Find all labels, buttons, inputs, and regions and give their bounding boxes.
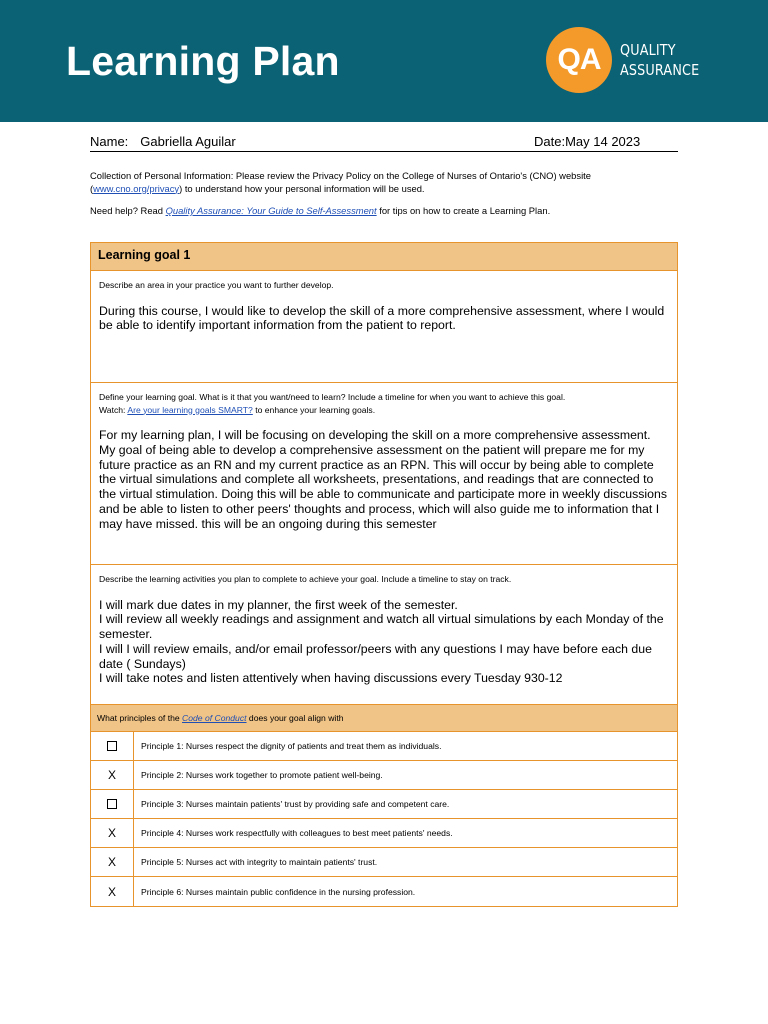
qa-logo-text [620, 40, 699, 80]
smart-goals-link[interactable]: Are your learning goals SMART? [127, 404, 253, 415]
principle-row [91, 877, 677, 906]
page-header [0, 0, 768, 122]
activities-section [91, 565, 677, 705]
learning-goal-answer[interactable]: For my learning plan, I will be focusing on developing the skill on a more comprehensive assessment. My goal of being able to develop a comprehensive assessment on the patient will prepare me for my future practice as an RN and my current practice as an RPN. This will occur by being able to complete the virtual simulations and complete all worksheets, presentations, and readings that are connected to the virtual stimulation. Doing this will be able to communicate and participate more in weekly discussions and be able to listen to other peers' thoughts and process, which will also guide me to information that I may have missed. this will be an ongoing during this semester [99, 428, 667, 531]
date-label: Date: [534, 134, 566, 149]
privacy-text-after: ) to understand how your personal information will be used. [179, 182, 425, 194]
date-field[interactable] [534, 134, 640, 149]
principle-5-checkbox[interactable]: X [91, 848, 134, 876]
watch-text-after: to enhance your learning goals. [252, 404, 376, 415]
checkbox-empty-icon [107, 741, 117, 751]
learning-goal-prompt [99, 391, 669, 416]
qa-logo-line1: QUALITY [620, 41, 676, 59]
principle-text: Principle 5: Nurses act with integrity to maintain patients' trust. [141, 857, 378, 867]
principle-4-checkbox[interactable]: X [91, 819, 134, 847]
learning-goal-table [90, 242, 678, 907]
help-text: Need help? Read [90, 205, 166, 216]
learning-goal-section [91, 383, 677, 565]
principles-prompt: What principles of the [97, 713, 183, 723]
privacy-link[interactable]: www.cno.org/privacy [93, 182, 180, 194]
principle-row [91, 732, 677, 761]
watch-label: Watch: [99, 404, 128, 415]
name-date-line [90, 134, 678, 152]
privacy-notice [90, 170, 680, 195]
page-title: Learning Plan [66, 38, 340, 84]
activity-line: I will I will review emails, and/or email professor/peers with any questions I may have before each due date ( Sundays) [99, 641, 652, 671]
principle-text: Principle 4: Nurses work respectfully with colleagues to best meet patients' needs. [141, 828, 453, 838]
principles-header [91, 705, 677, 732]
practice-area-answer[interactable]: During this course, I would like to develop the skill of a more comprehensive assessment, where I would be able to identify important information from the patient to report. [99, 303, 665, 333]
checkbox-empty-icon [107, 799, 117, 809]
date-value: May 14 2023 [565, 134, 641, 149]
principle-text: Principle 6: Nurses maintain public confidence in the nursing profession. [141, 886, 416, 897]
activity-line: I will mark due dates in my planner, the first week of the semester. [99, 597, 458, 612]
principle-row [91, 761, 677, 790]
principle-row [91, 790, 677, 819]
principle-row [91, 848, 677, 877]
activity-line: I will take notes and listen attentively when having discussions every Tuesday 930-12 [99, 671, 563, 686]
principles-prompt-after: does your goal align with [246, 713, 344, 723]
principle-text: Principle 2: Nurses work together to promote patient well-being. [141, 770, 383, 780]
qa-logo [546, 27, 612, 93]
activity-line: I will review all weekly readings and assignment and watch all virtual simulations by each Monday of the semester. [99, 612, 664, 642]
qa-logo-line2: ASSURANCE [620, 61, 700, 79]
principle-2-checkbox[interactable]: X [91, 761, 134, 789]
name-label: Name: [90, 134, 129, 149]
learning-goal-prompt-line: Define your learning goal. What is it that you want/need to learn? Include a timeline for when you want to achieve this goal. [99, 392, 566, 402]
principle-text: Principle 3: Nurses maintain patients' trust by providing safe and competent care. [141, 799, 450, 809]
name-field[interactable] [90, 134, 236, 149]
name-value: Gabriella Aguilar [140, 134, 236, 149]
principle-row [91, 819, 677, 848]
help-text-after: for tips on how to create a Learning Plan. [376, 205, 551, 216]
help-notice [90, 205, 680, 218]
goal-title: Learning goal 1 [91, 243, 677, 271]
principle-6-checkbox[interactable]: X [91, 877, 134, 906]
principle-3-checkbox[interactable] [91, 790, 134, 818]
code-of-conduct-link[interactable]: Code of Conduct [182, 713, 247, 723]
privacy-text: Collection of Personal Information: Please review the Privacy Policy on the College of Nurses of Ontario's (CNO) website ( [90, 170, 591, 194]
activities-answer[interactable] [99, 598, 669, 687]
activities-prompt: Describe the learning activities you plan to complete to achieve your goal. Include a timeline to stay on track. [99, 574, 512, 584]
practice-area-section [91, 271, 677, 383]
guide-link[interactable]: Quality Assurance: Your Guide to Self-Assessment [165, 205, 377, 216]
principle-text: Principle 1: Nurses respect the dignity of patients and treat them as individuals. [141, 741, 442, 751]
qa-logo-mark: QA [557, 43, 601, 76]
practice-area-prompt: Describe an area in your practice you want to further develop. [99, 280, 334, 290]
principle-1-checkbox[interactable] [91, 732, 134, 760]
